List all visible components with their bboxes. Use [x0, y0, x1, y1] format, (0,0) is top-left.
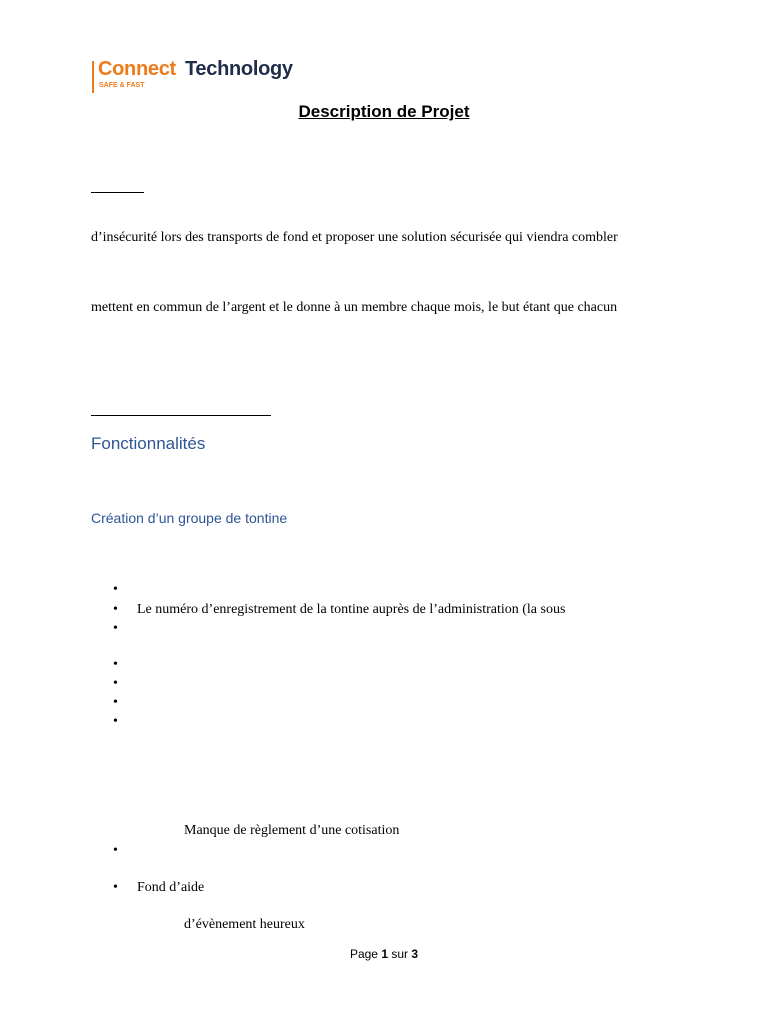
paragraph-line-2: mettent en commun de l’argent et le donne à un membre chaque mois, le but étant que chacun	[91, 300, 618, 315]
heading-creation-groupe: Création d’un groupe de tontine	[91, 510, 288, 526]
bullet-text: Fond d’aide	[137, 880, 205, 895]
bullet-marker: •	[113, 602, 118, 617]
footer-current-page: 1	[381, 947, 388, 961]
logo-brand-secondary: Technology	[185, 58, 293, 80]
footer-prefix: Page	[349, 947, 378, 961]
indented-line-1: Manque de règlement d’une cotisation	[184, 823, 400, 838]
bullet-marker: •	[113, 695, 118, 710]
bullet-marker: •	[113, 880, 118, 895]
bullet-marker: •	[113, 621, 118, 636]
footer-separator: sur	[391, 947, 409, 961]
paragraph-line-1: d’insécurité lors des transports de fond et proposer une solution sécurisée qui viendra combler	[91, 230, 618, 245]
logo-tagline: SAFE & FAST	[99, 82, 145, 89]
bullet-marker: •	[113, 582, 118, 597]
section-underline-long	[91, 415, 271, 416]
section-underline-short	[91, 192, 144, 193]
logo-accent-bar	[92, 61, 94, 93]
page-footer	[0, 947, 768, 961]
footer-total-pages: 3	[411, 947, 419, 961]
bullet-text: Le numéro d’enregistrement de la tontine auprès de l’administration (la sous	[137, 602, 566, 617]
heading-fonctionnalites: Fonctionnalités	[91, 434, 206, 453]
bullet-marker: •	[113, 657, 118, 672]
indented-line-2: d’évènement heureux	[184, 917, 305, 932]
document-title: Description de Projet	[298, 102, 470, 121]
bullet-marker: •	[113, 714, 118, 729]
logo-brand-primary: Connect	[98, 58, 176, 80]
bullet-marker: •	[113, 843, 118, 858]
bullet-marker: •	[113, 676, 118, 691]
